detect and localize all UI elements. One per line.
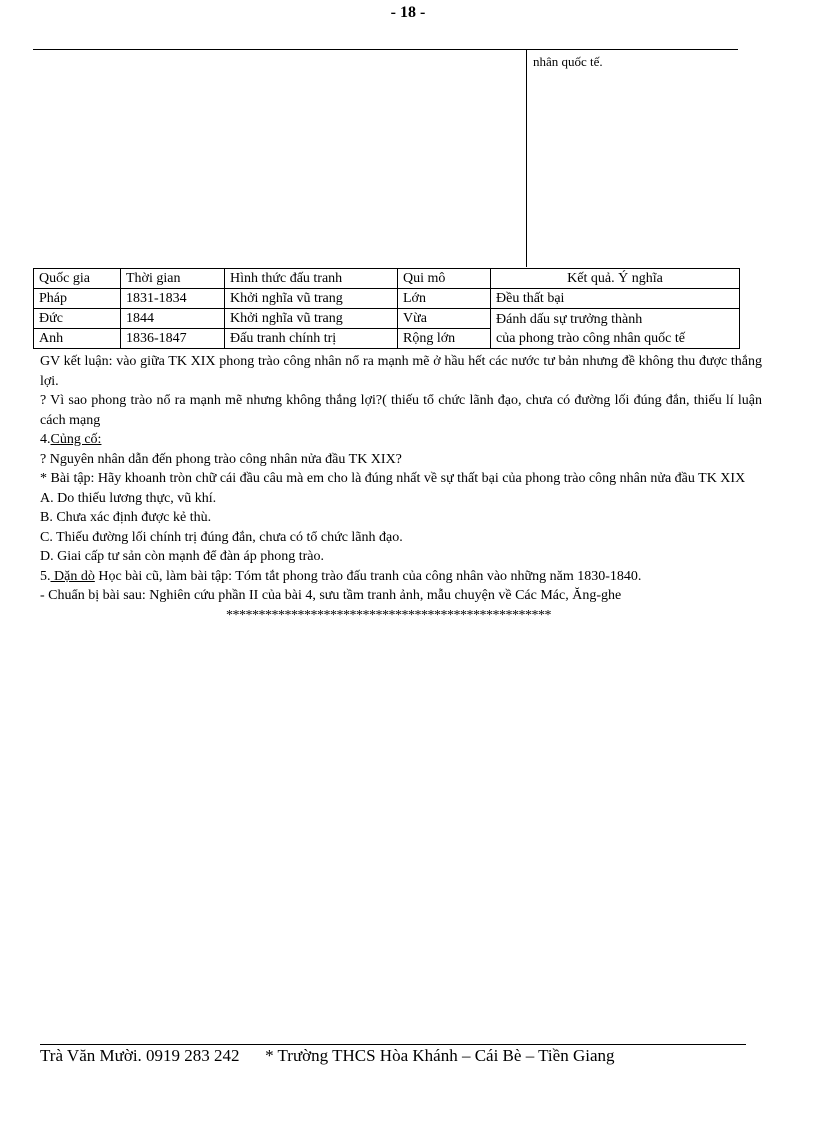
cell-time: 1844 <box>121 309 225 329</box>
cell-result: Đều thất bại <box>491 289 740 309</box>
section-4-heading <box>40 430 762 450</box>
question-why: ? Vì sao phong trào nổ ra mạnh mẽ nhưng không thắng lợi?( thiếu tổ chức lãnh đạo, chưa có đường lối đúng đắn, thiếu lí luận cách mạng <box>40 393 762 428</box>
cell-country: Anh <box>34 329 121 349</box>
header-result: Kết quả. Ý nghĩa <box>491 269 740 289</box>
header-scale: Qui mô <box>398 269 491 289</box>
top-table-cell <box>526 50 739 267</box>
table-header-row <box>34 269 740 289</box>
section-5-number: 5. <box>40 568 51 584</box>
cell-form: Khởi nghĩa vũ trang <box>225 309 398 329</box>
page-number: - 18 - <box>390 4 426 21</box>
table-row <box>34 289 740 309</box>
section-5-title: Dặn dò <box>50 568 95 584</box>
header-form: Hình thức đấu tranh <box>225 269 398 289</box>
cell-result-merged <box>491 309 740 349</box>
cell-time: 1836-1847 <box>121 329 225 349</box>
footer-author: Trà Văn Mười. 0919 283 242 <box>40 1046 240 1065</box>
header-time: Thời gian <box>121 269 225 289</box>
section-5 <box>40 567 762 587</box>
option-a: A. Do thiếu lương thực, vũ khí. <box>40 490 217 506</box>
cell-country: Pháp <box>34 289 121 309</box>
section-4-number: 4. <box>40 432 51 447</box>
result-line-2: của phong trào công nhân quốc tế <box>496 331 685 346</box>
exercise-prompt: * Bài tập: Hãy khoanh tròn chữ cái đầu câu mà em cho là đúng nhất về sự thất bại của phong trào công nhân nửa đầu TK XIX <box>40 471 746 486</box>
footer-school: * Trường THCS Hòa Khánh – Cái Bè – Tiền Giang <box>265 1046 615 1065</box>
cell-scale: Rộng lớn <box>398 329 491 349</box>
table-row <box>34 309 740 329</box>
option-c: C. Thiếu đường lối chính trị đúng đắn, chưa có tổ chức lãnh đạo. <box>40 529 403 545</box>
option-b: B. Chưa xác định được kẻ thù. <box>40 510 212 525</box>
cell-scale: Vừa <box>398 309 491 329</box>
footer-rule <box>40 1044 746 1045</box>
lesson-body <box>40 352 762 625</box>
separator-stars: ************************************************** <box>226 607 551 623</box>
option-d: D. Giai cấp tư sản còn mạnh để đàn áp phong trào. <box>40 549 325 564</box>
cell-time: 1831-1834 <box>121 289 225 309</box>
question-cause: ? Nguyên nhân dẫn đến phong trào công nhân nửa đầu TK XIX? <box>40 451 402 467</box>
section-4-title: Củng cố: <box>50 432 102 447</box>
top-cell-text: nhân quốc tế. <box>533 54 603 69</box>
prepare-next-lesson: - Chuẩn bị bài sau: Nghiên cứu phần II của bài 4, sưu tầm tranh ảnh, mẫu chuyện về Các Mác, Ăng-ghe <box>40 588 622 603</box>
results-table <box>33 268 740 349</box>
cell-scale: Lớn <box>398 289 491 309</box>
cell-country: Đức <box>34 309 121 329</box>
page-footer <box>40 1046 614 1066</box>
cell-form: Đấu tranh chính trị <box>225 329 398 349</box>
section-5-text: Học bài cũ, làm bài tập: Tóm tắt phong trào đấu tranh của công nhân vào những năm 1830-1840. <box>94 568 642 584</box>
header-country: Quốc gia <box>34 269 121 289</box>
result-line-1: Đánh dấu sự trưởng thành <box>496 312 643 327</box>
gv-conclusion: GV kết luận: vào giữa TK XIX phong trào công nhân nổ ra mạnh mẽ ở hầu hết các nước tư bản nhưng đề không thu được thắng lợi. <box>40 354 762 389</box>
cell-form: Khởi nghĩa vũ trang <box>225 289 398 309</box>
